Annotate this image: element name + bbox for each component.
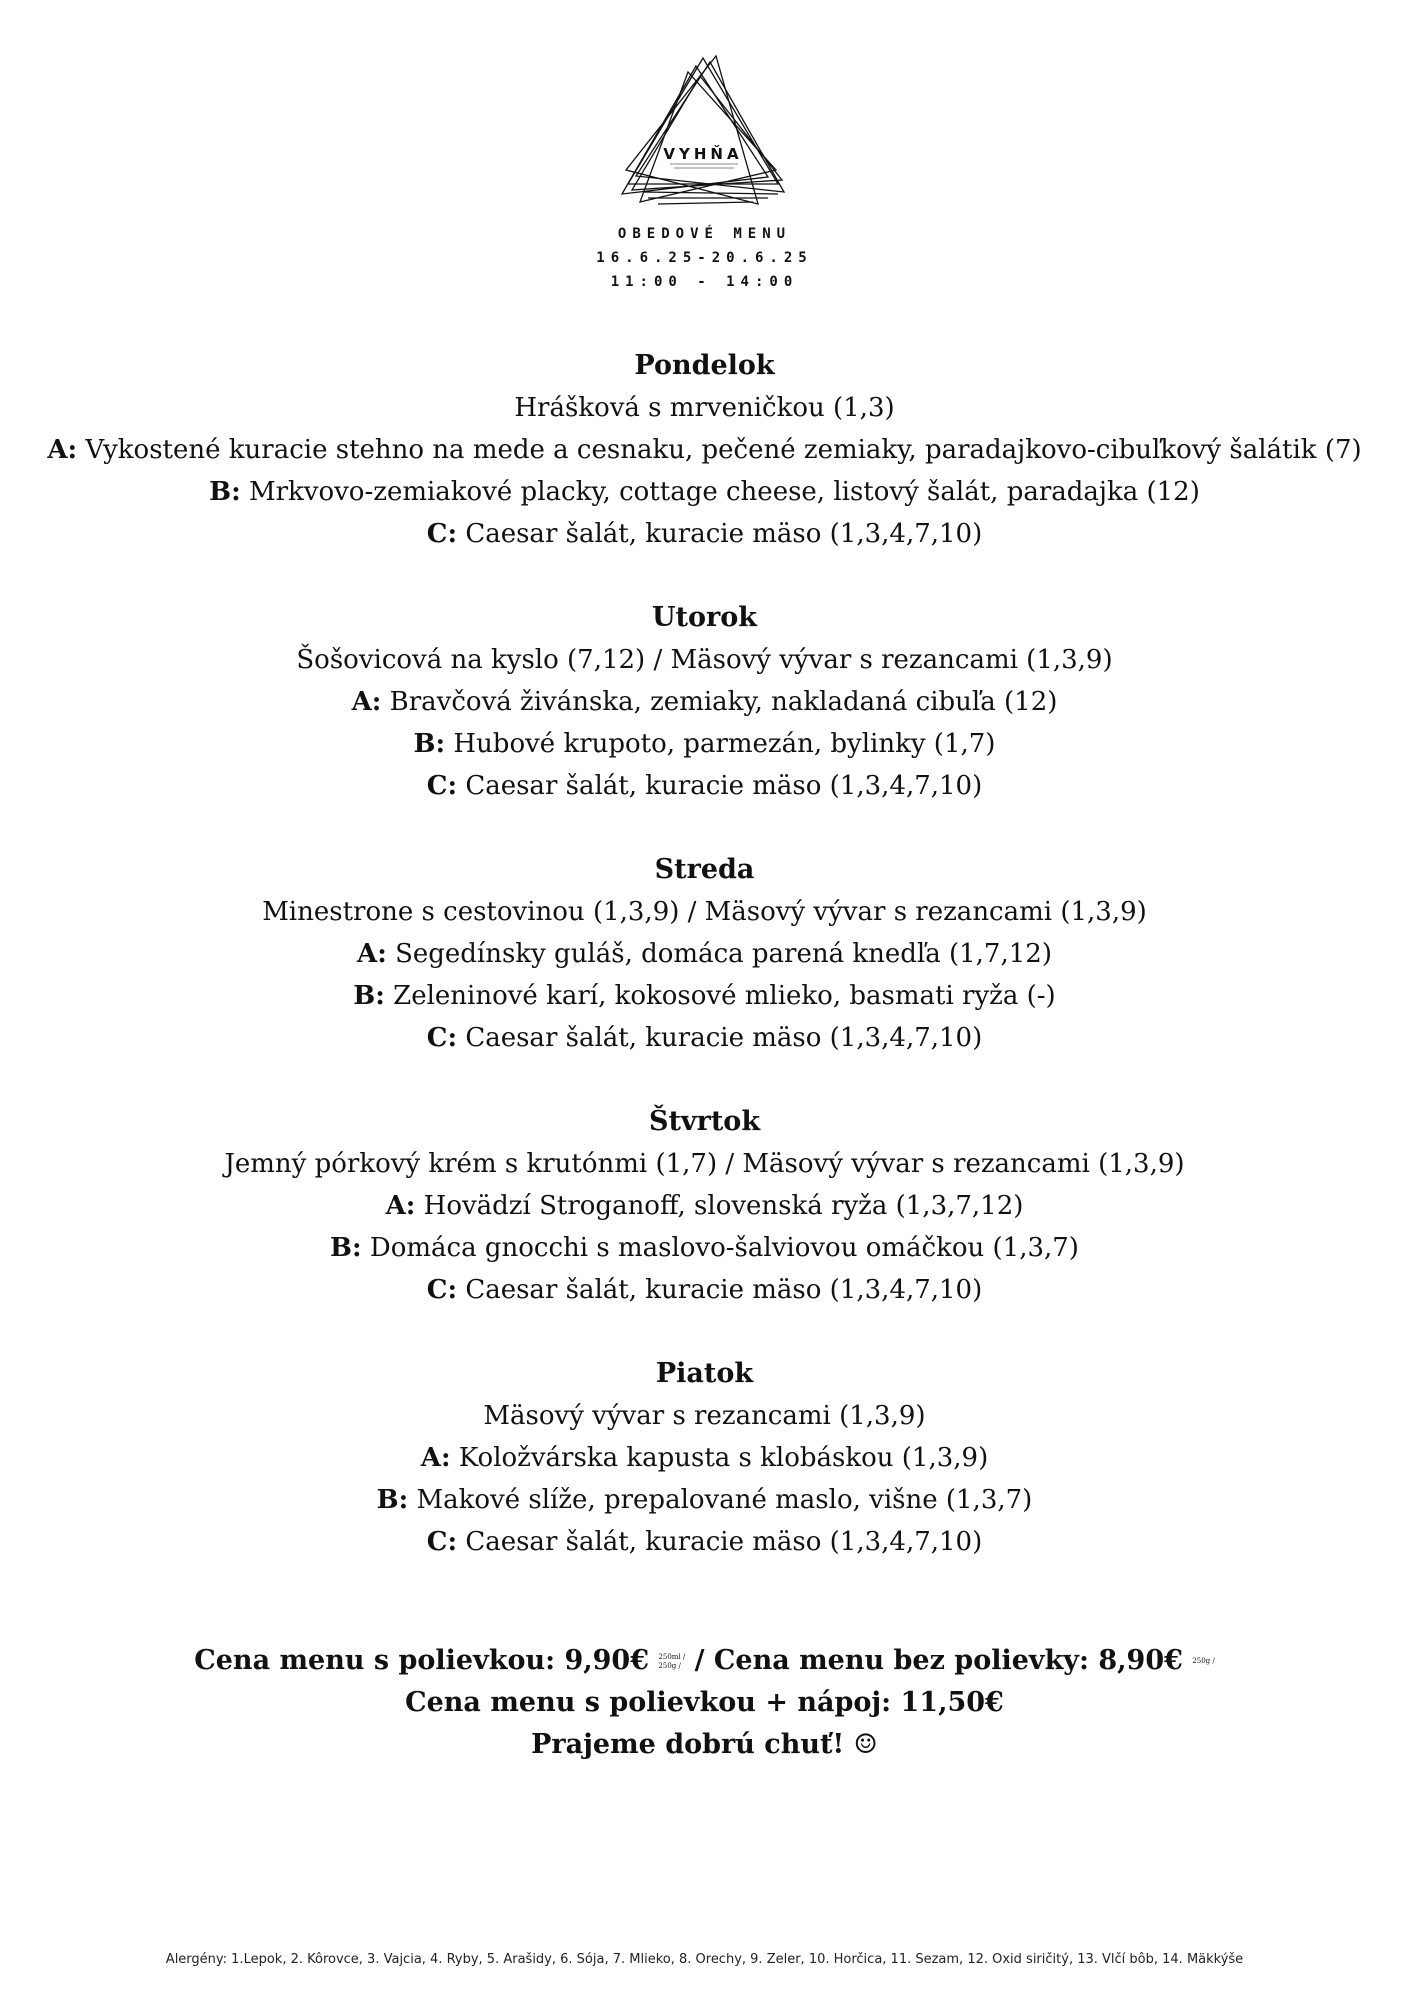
option-b-text: Domáca gnocchi s maslovo-šalviovou omáčkou (1,3,7) — [369, 1233, 1079, 1263]
price-separator: / — [694, 1645, 705, 1676]
option-c-label: C: — [426, 1023, 458, 1053]
soup-line: Mäsový vývar s rezancami (1,3,9) — [483, 1401, 926, 1431]
menu-header — [0, 222, 1409, 294]
price-with-soup: Cena menu s polievkou: 9,90€ — [194, 1645, 649, 1676]
weekly-menu — [0, 345, 1409, 1605]
allergens-footer: Alergény: 1.Lepok, 2. Kôrovce, 3. Vajcia, 4. Ryby, 5. Arašidy, 6. Sója, 7. Mlieko, 8. Orechy, 9. Zeler, 10. Horčica, 11. Sezam, 12. Oxid siričitý, 13. Vlčí bôb, 14. Mäkkýše — [165, 1952, 1244, 1967]
option-b — [0, 975, 1409, 1017]
option-c — [0, 1521, 1409, 1563]
day-friday — [0, 1353, 1409, 1563]
option-a-text: Koložvárska kapusta s klobáskou (1,3,9) — [458, 1443, 989, 1473]
option-c — [0, 765, 1409, 807]
option-a-text: Vykostené kuracie stehno na mede a cesnaku, pečené zemiaky, paradajkovo-cibuľkový šalátik (7) — [85, 435, 1362, 465]
option-b-text: Mrkvovo-zemiakové placky, cottage cheese, listový šalát, paradajka (12) — [248, 477, 1200, 507]
menu-hours: 11:00 - 14:00 — [610, 274, 799, 290]
option-a-label: A: — [47, 435, 78, 465]
option-b — [0, 471, 1409, 513]
option-c-text: Caesar šalát, kuracie mäso (1,3,4,7,10) — [465, 771, 983, 801]
day-name: Piatok — [655, 1358, 754, 1389]
option-b — [0, 1479, 1409, 1521]
option-a — [0, 1185, 1409, 1227]
menu-title: OBEDOVÉ MENU — [617, 226, 792, 242]
day-thursday — [0, 1101, 1409, 1311]
triangle-logo-icon — [618, 52, 788, 212]
option-c-text: Caesar šalát, kuracie mäso (1,3,4,7,10) — [465, 1527, 983, 1557]
day-wednesday — [0, 849, 1409, 1059]
option-b — [0, 723, 1409, 765]
option-c — [0, 1269, 1409, 1311]
option-c — [0, 1017, 1409, 1059]
option-a-label: A: — [420, 1443, 451, 1473]
portion-note-soup — [658, 1653, 685, 1671]
option-c-label: C: — [426, 771, 458, 801]
option-a — [0, 933, 1409, 975]
day-tuesday — [0, 597, 1409, 807]
price-line-main — [0, 1640, 1409, 1682]
option-c-label: C: — [426, 1275, 458, 1305]
day-name: Štvrtok — [648, 1106, 761, 1137]
option-a-text: Bravčová živánska, zemiaky, nakladaná cibuľa (12) — [389, 687, 1058, 717]
option-b-label: B: — [353, 981, 385, 1011]
option-a-label: A: — [385, 1191, 416, 1221]
option-c-text: Caesar šalát, kuracie mäso (1,3,4,7,10) — [465, 1023, 983, 1053]
portion-note-main: 250g / — [1192, 1657, 1215, 1665]
day-name: Streda — [654, 854, 755, 885]
option-b — [0, 1227, 1409, 1269]
option-b-label: B: — [209, 477, 241, 507]
price-block — [0, 1640, 1409, 1766]
option-c-label: C: — [426, 519, 458, 549]
soup-line: Hrášková s mrveničkou (1,3) — [514, 393, 895, 423]
day-monday — [0, 345, 1409, 555]
soup-line: Minestrone s cestovinou (1,3,9) / Mäsový vývar s rezancami (1,3,9) — [262, 897, 1147, 927]
day-name: Utorok — [652, 602, 757, 633]
soup-line: Jemný pórkový krém s krutónmi (1,7) / Mäsový vývar s rezancami (1,3,9) — [224, 1149, 1185, 1179]
logo-wordmark: VYHŇA — [663, 145, 743, 163]
day-name: Pondelok — [634, 350, 775, 381]
option-c — [0, 513, 1409, 555]
option-c-text: Caesar šalát, kuracie mäso (1,3,4,7,10) — [465, 1275, 983, 1305]
menu-dates: 16.6.25-20.6.25 — [596, 250, 813, 266]
vyhna-logo — [618, 52, 788, 212]
soup-line: Šošovicová na kyslo (7,12) / Mäsový vývar s rezancami (1,3,9) — [296, 645, 1113, 675]
option-b-label: B: — [413, 729, 446, 759]
option-a-label: A: — [351, 687, 382, 717]
wish-line: Prajeme dobrú chuť! ☺ — [531, 1729, 878, 1760]
option-a-label: A: — [357, 939, 387, 969]
option-b-label: B: — [376, 1485, 409, 1515]
portion-note-soup-1: 250ml / — [658, 1652, 686, 1661]
option-a-text: Segedínsky guláš, domáca parená knedľa (1,7,12) — [395, 939, 1052, 969]
option-a — [0, 429, 1409, 471]
option-b-label: B: — [330, 1233, 362, 1263]
option-b-text: Zeleninové karí, kokosové mlieko, basmati ryža (-) — [393, 981, 1056, 1011]
option-a-text: Hovädzí Stroganoff, slovenská ryža (1,3,7,12) — [423, 1191, 1024, 1221]
option-c-label: C: — [426, 1527, 458, 1557]
option-b-text: Hubové krupoto, parmezán, bylinky (1,7) — [453, 729, 996, 759]
option-a — [0, 681, 1409, 723]
price-without-soup: Cena menu bez polievky: 8,90€ — [713, 1645, 1183, 1676]
option-b-text: Makové slíže, prepalované maslo, višne (1,3,7) — [416, 1485, 1033, 1515]
price-with-drink: Cena menu s polievkou + nápoj: 11,50€ — [405, 1687, 1004, 1718]
portion-note-soup-2: 250g / — [658, 1661, 681, 1670]
option-c-text: Caesar šalát, kuracie mäso (1,3,4,7,10) — [465, 519, 983, 549]
option-a — [0, 1437, 1409, 1479]
